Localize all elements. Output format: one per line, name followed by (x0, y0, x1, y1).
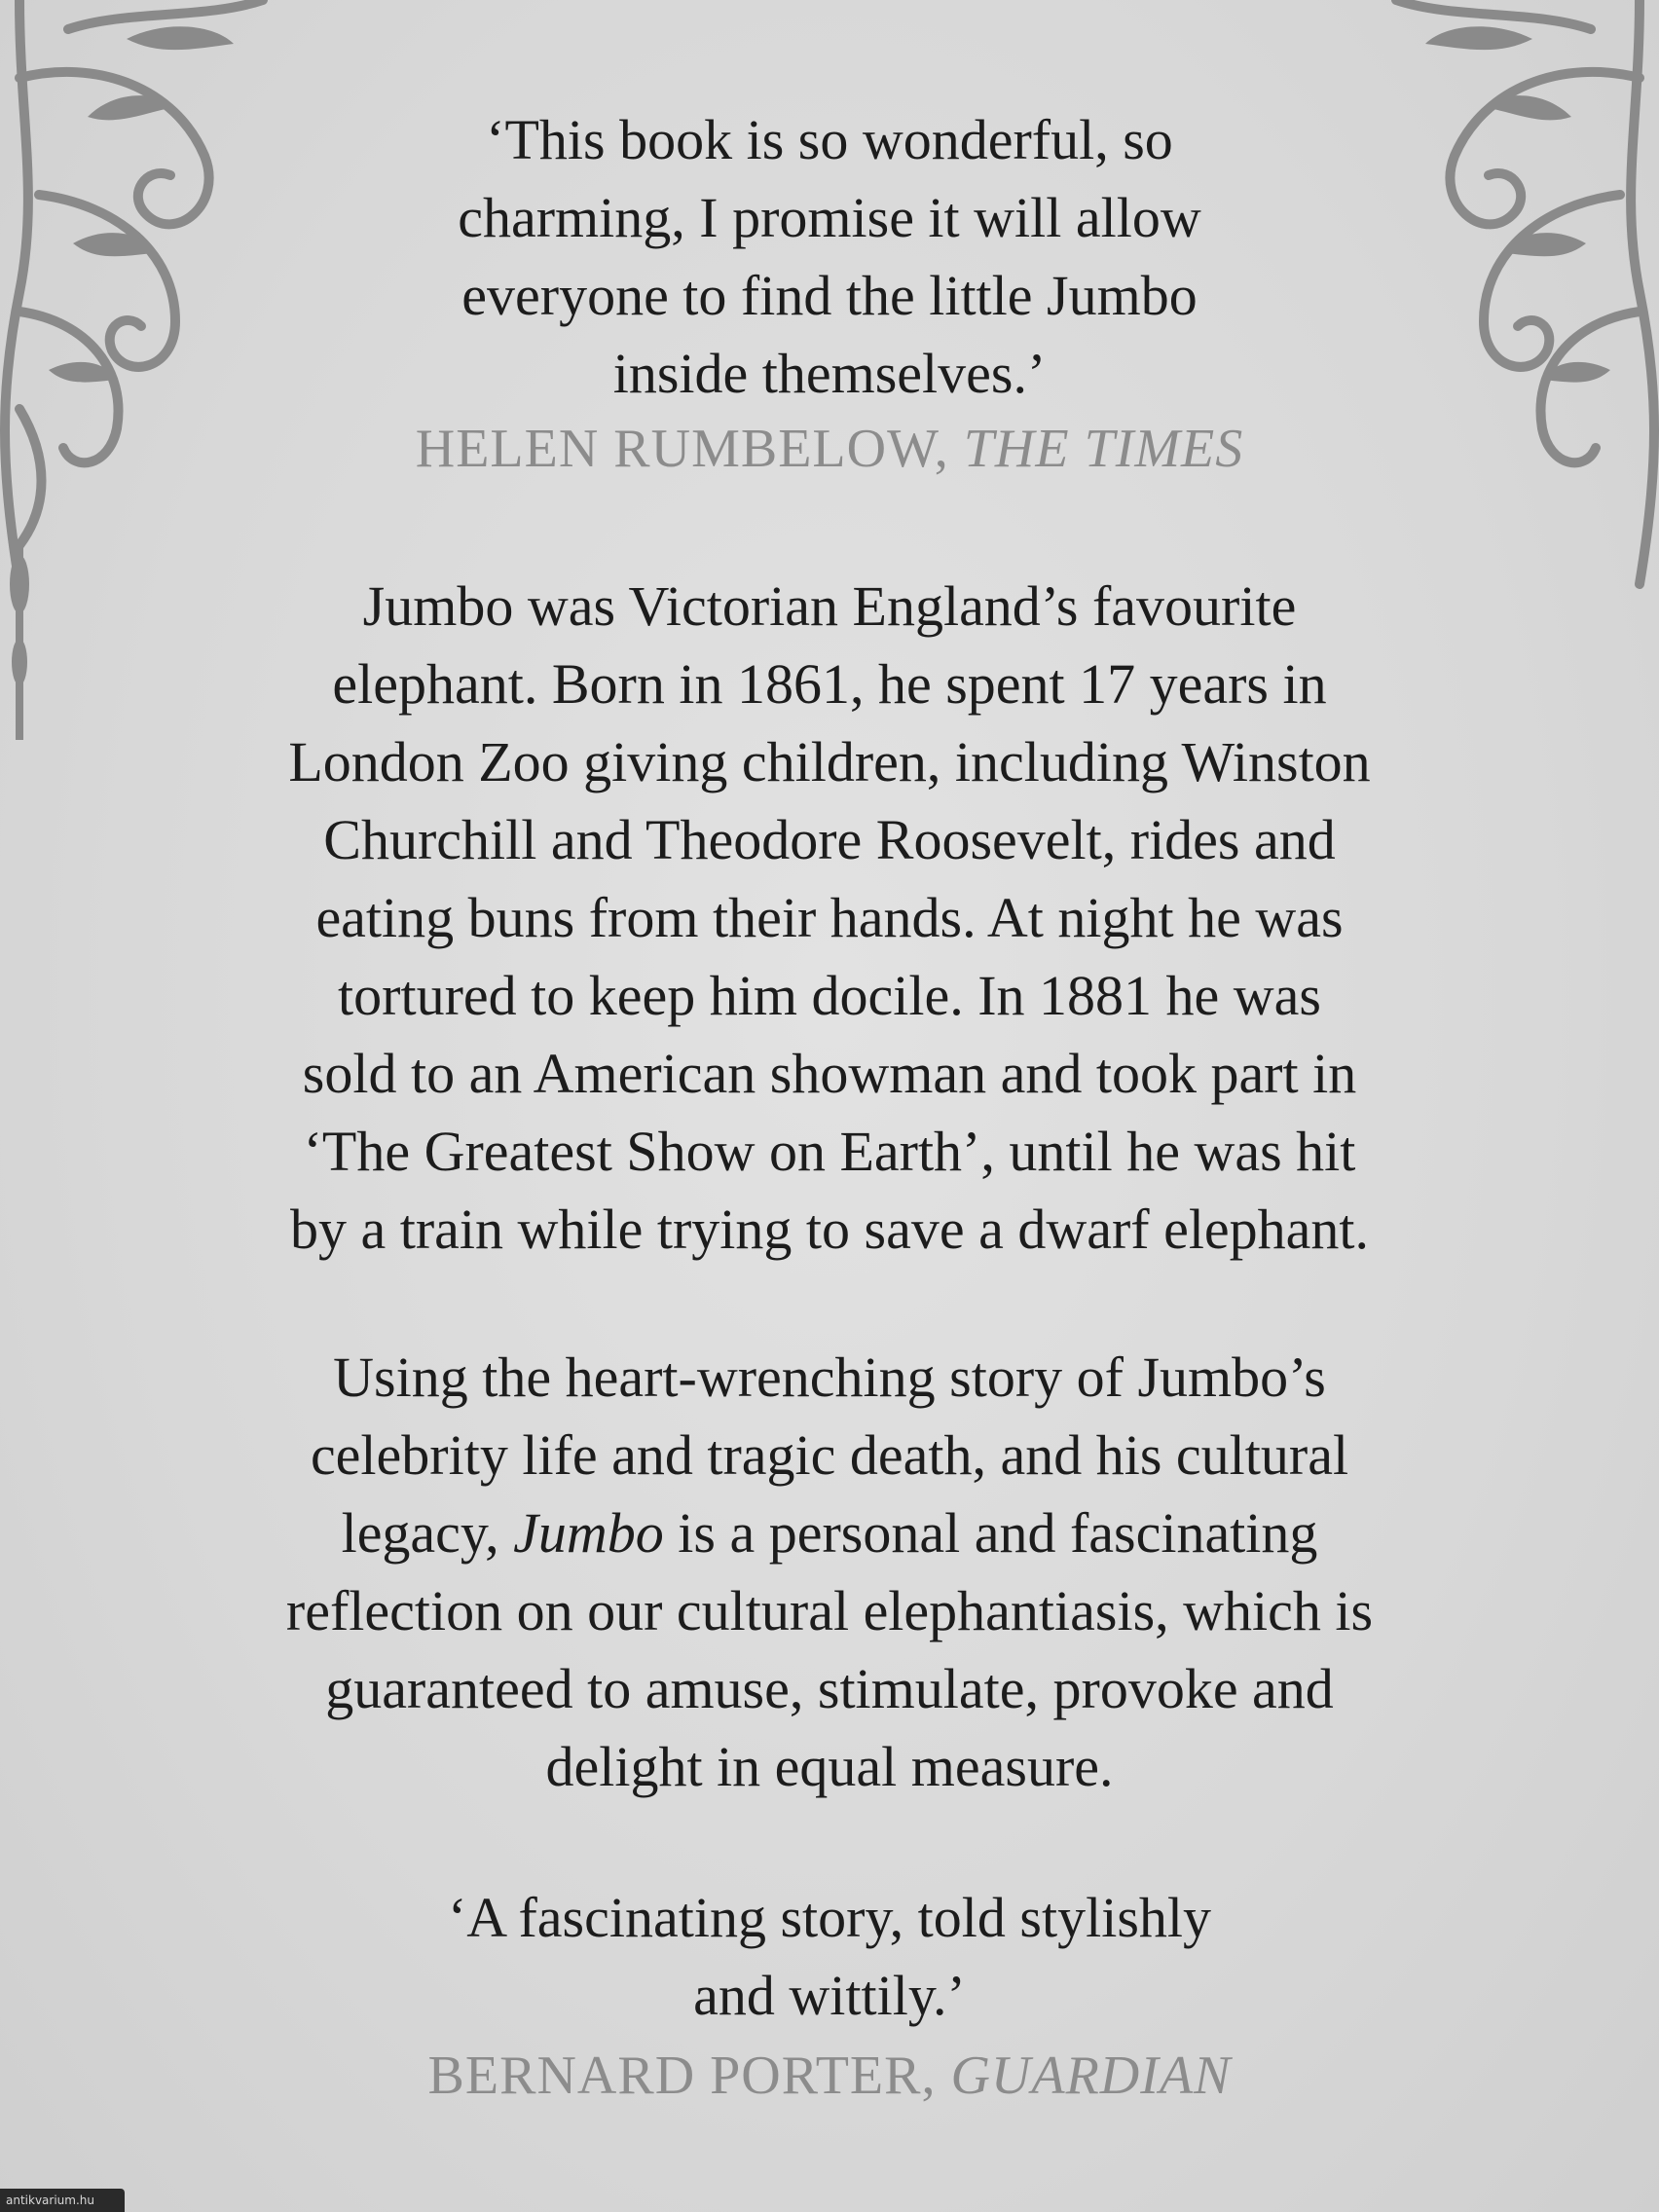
paragraph-line: elephant. Born in 1861, he spent 17 years in (332, 652, 1327, 716)
site-watermark: antikvarium.hu (0, 2189, 125, 2212)
paragraph-line: tortured to keep him docile. In 1881 he was (338, 964, 1321, 1027)
paragraph-line: eating buns from their hands. At night he was (315, 886, 1344, 949)
paragraph-line: sold to an American showman and took part in (302, 1042, 1357, 1105)
attribution-name: HELEN RUMBELOW, (415, 419, 964, 479)
paragraph-line: guaranteed to amuse, stimulate, provoke and (325, 1657, 1334, 1720)
quote-line: ‘This book is so wonderful, so (486, 108, 1173, 171)
quote-attribution-top (166, 410, 1493, 488)
attribution-source: GUARDIAN (950, 2046, 1232, 2106)
quote-attribution-bottom (166, 2037, 1493, 2115)
paragraph-line: celebrity life and tragic death, and his cultural (310, 1423, 1349, 1487)
text-fragment: legacy, (341, 1501, 514, 1565)
attribution-name: BERNARD PORTER, (427, 2046, 951, 2106)
paragraph-line: Jumbo was Victorian England’s favourite (362, 574, 1297, 638)
pull-quote-bottom (166, 1879, 1493, 2035)
quote-line: and wittily.’ (693, 1964, 966, 2027)
paragraph-line: Churchill and Theodore Roosevelt, rides and (323, 808, 1336, 871)
attribution-source: THE TIMES (963, 419, 1244, 479)
paragraph-line: Using the heart-wrenching story of Jumbo’s (333, 1346, 1326, 1409)
quote-line: charming, I promise it will allow (458, 186, 1201, 249)
description-paragraph-2 (166, 1339, 1493, 1806)
paragraph-line: by a train while trying to save a dwarf elephant. (289, 1198, 1370, 1261)
paragraph-line: London Zoo giving children, including Winston (288, 730, 1371, 793)
book-title-italic: Jumbo (513, 1501, 664, 1565)
paragraph-line: delight in equal measure. (545, 1735, 1114, 1798)
description-paragraph-1 (166, 568, 1493, 1269)
text-fragment: is a personal and fascinating (663, 1501, 1318, 1565)
paragraph-line: reflection on our cultural elephantiasis, which is (285, 1579, 1374, 1642)
quote-line: inside themselves.’ (612, 342, 1047, 405)
paragraph-line (166, 1494, 1493, 1572)
pull-quote-top (166, 101, 1493, 413)
quote-line: ‘A fascinating story, told stylishly (447, 1886, 1212, 1949)
quote-line: everyone to find the little Jumbo (461, 264, 1198, 327)
paragraph-line: ‘The Greatest Show on Earth’, until he was hit (303, 1120, 1356, 1183)
